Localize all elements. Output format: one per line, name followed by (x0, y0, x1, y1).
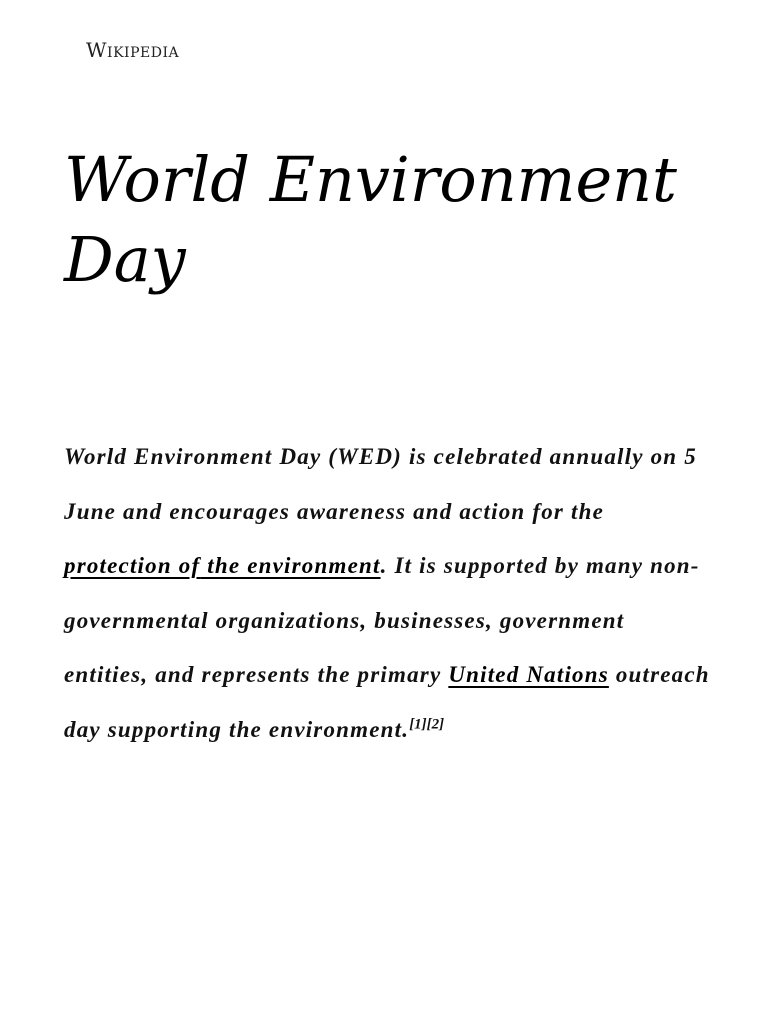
lead-paragraph (64, 430, 714, 757)
link-protection-of[interactable]: protection of (64, 553, 201, 578)
lead-text-3: outreach day supporting the environment. (64, 662, 710, 742)
page-title: World Environment Day (64, 143, 677, 296)
citation-refs[interactable]: [1][2] (409, 715, 445, 732)
link-united-nations[interactable]: United Nations (448, 662, 609, 687)
lead-text-2: . It is supported by many non-governmental organizations, businesses, government entities, and represents the primary (64, 553, 700, 687)
lead-text-1: World Environment Day (WED) is celebrated annually on 5 June and encourages awareness and action for the (64, 444, 697, 524)
link-the-environment[interactable]: the environment (200, 553, 381, 578)
wikipedia-wordmark[interactable]: Wikipedia (86, 38, 180, 62)
